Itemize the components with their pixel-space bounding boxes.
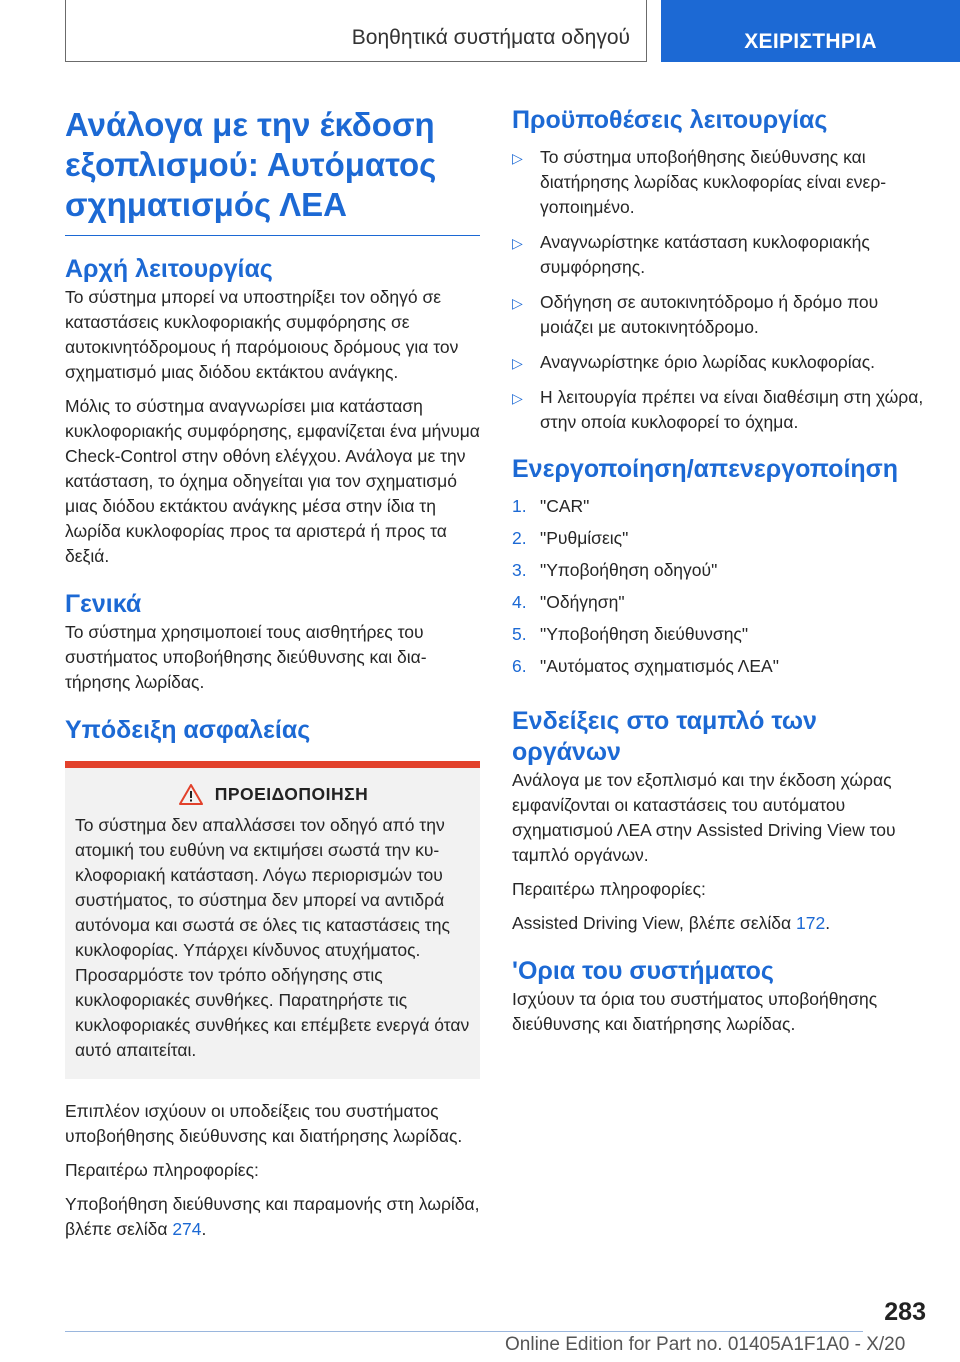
page-title: Ανάλογα με την έκδοση εξοπλισμού: Αυτόματος σχηματισμός ΛΕΑ <box>65 105 480 236</box>
reference-text: Υποβοήθηση διεύθυνσης και παραμονής στη λωρίδα, βλέπε σελίδα <box>65 1194 480 1239</box>
heading-activation: Ενεργοποίηση/απενεργοποίηση <box>512 455 899 483</box>
heading-principle: Αρχή λειτουργίας <box>65 255 273 283</box>
warning-title: ΠΡΟΕΙΔΟΠΟΙΗΣΗ <box>214 784 369 804</box>
after-warning-paragraph-3 <box>65 1192 480 1242</box>
after-warning-paragraph-1: Επιπλέον ισχύουν οι υποδείξεις του συστήματος υποβοήθησης διεύθυνσης και διατήρησης λωρίδας. <box>65 1101 463 1146</box>
list-item: ▷ Οδήγηση σε αυτοκινητόδρομο ή δρόμο που μοιάζει με αυτοκινητόδρομο. <box>512 292 879 337</box>
list-item: ▷ Το σύστημα υποβοήθησης διεύθυνσης και διατήρησης λωρίδας κυκλοφορίας είναι ενεργοποιημένο. <box>512 147 887 217</box>
step-item: 2. "Ρυθμίσεις" <box>512 528 629 548</box>
list-item: ▷ Αναγνωρίστηκε όριο λωρίδας κυκλοφορίας. <box>512 350 927 375</box>
step-item: 6. "Αυτόματος σχηματισμός ΛΕΑ" <box>512 656 779 676</box>
footer-divider <box>65 1331 863 1332</box>
prerequisites-list <box>512 145 927 435</box>
triangle-right-icon: ▷ <box>512 295 523 311</box>
general-paragraph: Το σύστημα χρησιμοποιεί τους αισθητήρες του συστήματος υποβοήθησης διεύθυνσης και διατήρησης λωρίδας. <box>65 622 427 692</box>
triangle-right-icon: ▷ <box>512 150 523 166</box>
indications-paragraph-2: Περαιτέρω πληροφορίες: <box>512 879 706 899</box>
step-item: 1. "CAR" <box>512 496 590 516</box>
triangle-right-icon: ▷ <box>512 235 523 251</box>
triangle-right-icon: ▷ <box>512 390 523 406</box>
warning-triangle-icon <box>179 784 203 805</box>
heading-safety: Υπόδειξη ασφαλείας <box>65 716 311 744</box>
indications-paragraph-1: Ανάλογα με τον εξοπλισμό και την έκδοση χώρας εμφανίζονται οι καταστάσεις του αυτόματου σχηματισμού ΛΕΑ στην Assisted Driving View του ταμπλό οργάνων. <box>512 770 896 865</box>
heading-indications: Ενδείξεις στο ταμπλό των οργάνων <box>512 707 817 766</box>
step-item: 5. "Υποβοήθηση διεύθυνσης" <box>512 624 749 644</box>
left-column <box>65 105 480 1242</box>
page-number: 283 <box>884 1298 926 1326</box>
reference-end: . <box>825 913 831 933</box>
heading-prerequisites: Προϋποθέσεις λειτουργίας <box>512 106 828 134</box>
warning-title-row <box>75 784 472 805</box>
step-item: 3. "Υποβοήθηση οδηγού" <box>512 560 718 580</box>
warning-box <box>65 761 480 1079</box>
right-column <box>512 105 927 1037</box>
page-link-274[interactable]: 274 <box>172 1219 202 1239</box>
heading-limits: 'Ορια του συστήματος <box>512 957 774 985</box>
list-item: ▷ Η λειτουργία πρέπει να είναι διαθέσιμη στη χώρα, στην οποία κυκλοφορεί το όχημα. <box>512 387 924 432</box>
header-chapter-title: ΧΕΙΡΙΣΤΗΡΙΑ <box>744 30 877 53</box>
step-item: 4. "Οδήγηση" <box>512 592 625 612</box>
after-warning-paragraph-2: Περαιτέρω πληροφορίες: <box>65 1160 259 1180</box>
principle-paragraph-2: Μόλις το σύστημα αναγνωρίσει μια κατάσταση κυκλοφοριακής συμφόρησης, εμφανίζεται ένα μήνυμα Check-Control στην οθόνη ελέγχου. Ανάλογα με την κατάσταση, το όχημα οδηγείται για τον σχηματισμό μιας διόδου εκτάκτου ανάγκης μέσα στην ίδια τη λωρίδα κυκλοφορίας προς τα αριστερά ή προς τα δεξιά. <box>65 396 480 566</box>
page-link-172[interactable]: 172 <box>796 913 826 933</box>
reference-text: Assisted Driving View, βλέπε σελίδα <box>512 913 797 933</box>
header-section-title: Βοηθητικά συστήματα οδηγού <box>351 26 630 49</box>
triangle-right-icon: ▷ <box>512 355 523 371</box>
header-chapter-tab <box>661 0 960 62</box>
footer-edition: Online Edition for Part no. 01405A1F1A0 - X/20 <box>505 1334 906 1355</box>
activation-steps <box>512 494 927 679</box>
indications-paragraph-3 <box>512 911 927 936</box>
warning-text: Το σύστημα δεν απαλλάσσει τον οδηγό από την ατομική του ευθύνη να εκτιμήσει σωστά την κυκλοφοριακή κατάσταση. Λόγω περιορισμών του συστήματος, το σύστημα δεν μπορεί να αντιδρά αυτόνομα και σωστά σε όλες τις καταστάσεις της κυκλοφορίας. Υπάρχει κίνδυνος ατυχήματος. Προσαρμόστε τον τρόπο οδήγησης στις κυκλοφοριακές συνθήκες. Παρατηρήστε τις κυκλοφοριακές συνθήκες και επέμβετε ενεργά όταν αυτό απαιτείται. <box>75 815 470 1060</box>
principle-paragraph-1: Το σύστημα μπορεί να υποστηρίξει τον οδηγό σε καταστάσεις κυκλοφοριακής συμφόρησης σε αυτοκινητόδρομους ή παρόμοιους δρόμους για τον σχηματισμό μιας διόδου εκτάκτου ανάγκης. <box>65 287 459 382</box>
limits-paragraph: Ισχύουν τα όρια του συστήματος υποβοήθησης διεύθυνσης και διατήρησης λωρίδας. <box>512 989 878 1034</box>
heading-general: Γενικά <box>65 590 142 618</box>
reference-end: . <box>201 1219 207 1239</box>
list-item: ▷ Αναγνωρίστηκε κατάσταση κυκλοφοριακής συμφόρησης. <box>512 232 870 277</box>
